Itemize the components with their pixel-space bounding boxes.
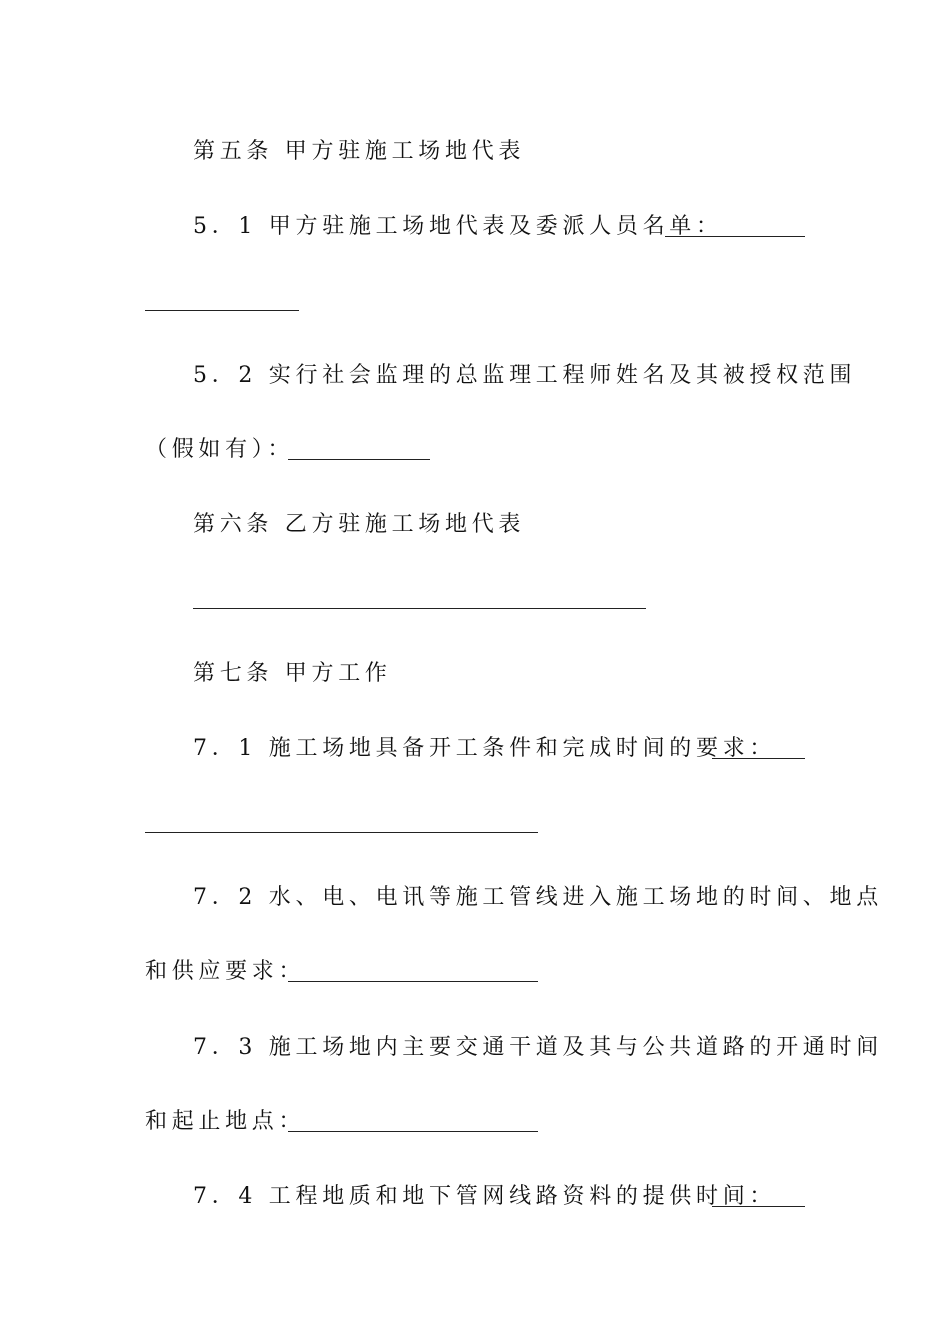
clause-7-4: 7．4 工程地质和地下管网线路资料的提供时间： <box>193 1184 777 1209</box>
clause-5-2-line1: 5．2 实行社会监理的总监理工程师姓名及其被授权范围 <box>193 363 857 388</box>
article-7-heading: 第七条 甲方工作 <box>193 661 392 686</box>
clause-7-4-blank-line <box>712 1206 805 1207</box>
clause-7-1-blank-line-continued <box>145 832 538 833</box>
clause-5-1: 5．1 甲方驻施工场地代表及委派人员名单： <box>193 214 723 239</box>
article-5-heading: 第五条 甲方驻施工场地代表 <box>193 139 526 164</box>
clause-7-2-line1: 7．2 水、电、电讯等施工管线进入施工场地的时间、地点 <box>193 885 883 910</box>
clause-7-3-blank-line <box>288 1131 538 1132</box>
clause-7-3-line1: 7．3 施工场地内主要交通干道及其与公共道路的开通时间 <box>193 1035 883 1060</box>
clause-7-1-blank-line <box>712 758 805 759</box>
article-6-heading: 第六条 乙方驻施工场地代表 <box>193 512 526 537</box>
clause-7-3-line2: 和起止地点： <box>145 1109 306 1134</box>
clause-7-1: 7．1 施工场地具备开工条件和完成时间的要求： <box>193 736 777 761</box>
clause-5-2-blank-line <box>288 459 430 460</box>
clause-7-2-line2: 和供应要求： <box>145 959 306 984</box>
clause-5-1-blank-line <box>665 236 805 237</box>
clause-7-2-blank-line <box>288 981 538 982</box>
article-6-blank-line <box>193 608 646 609</box>
clause-5-1-blank-line-continued <box>145 310 299 311</box>
clause-5-2-line2: （假如有）： <box>145 437 295 462</box>
